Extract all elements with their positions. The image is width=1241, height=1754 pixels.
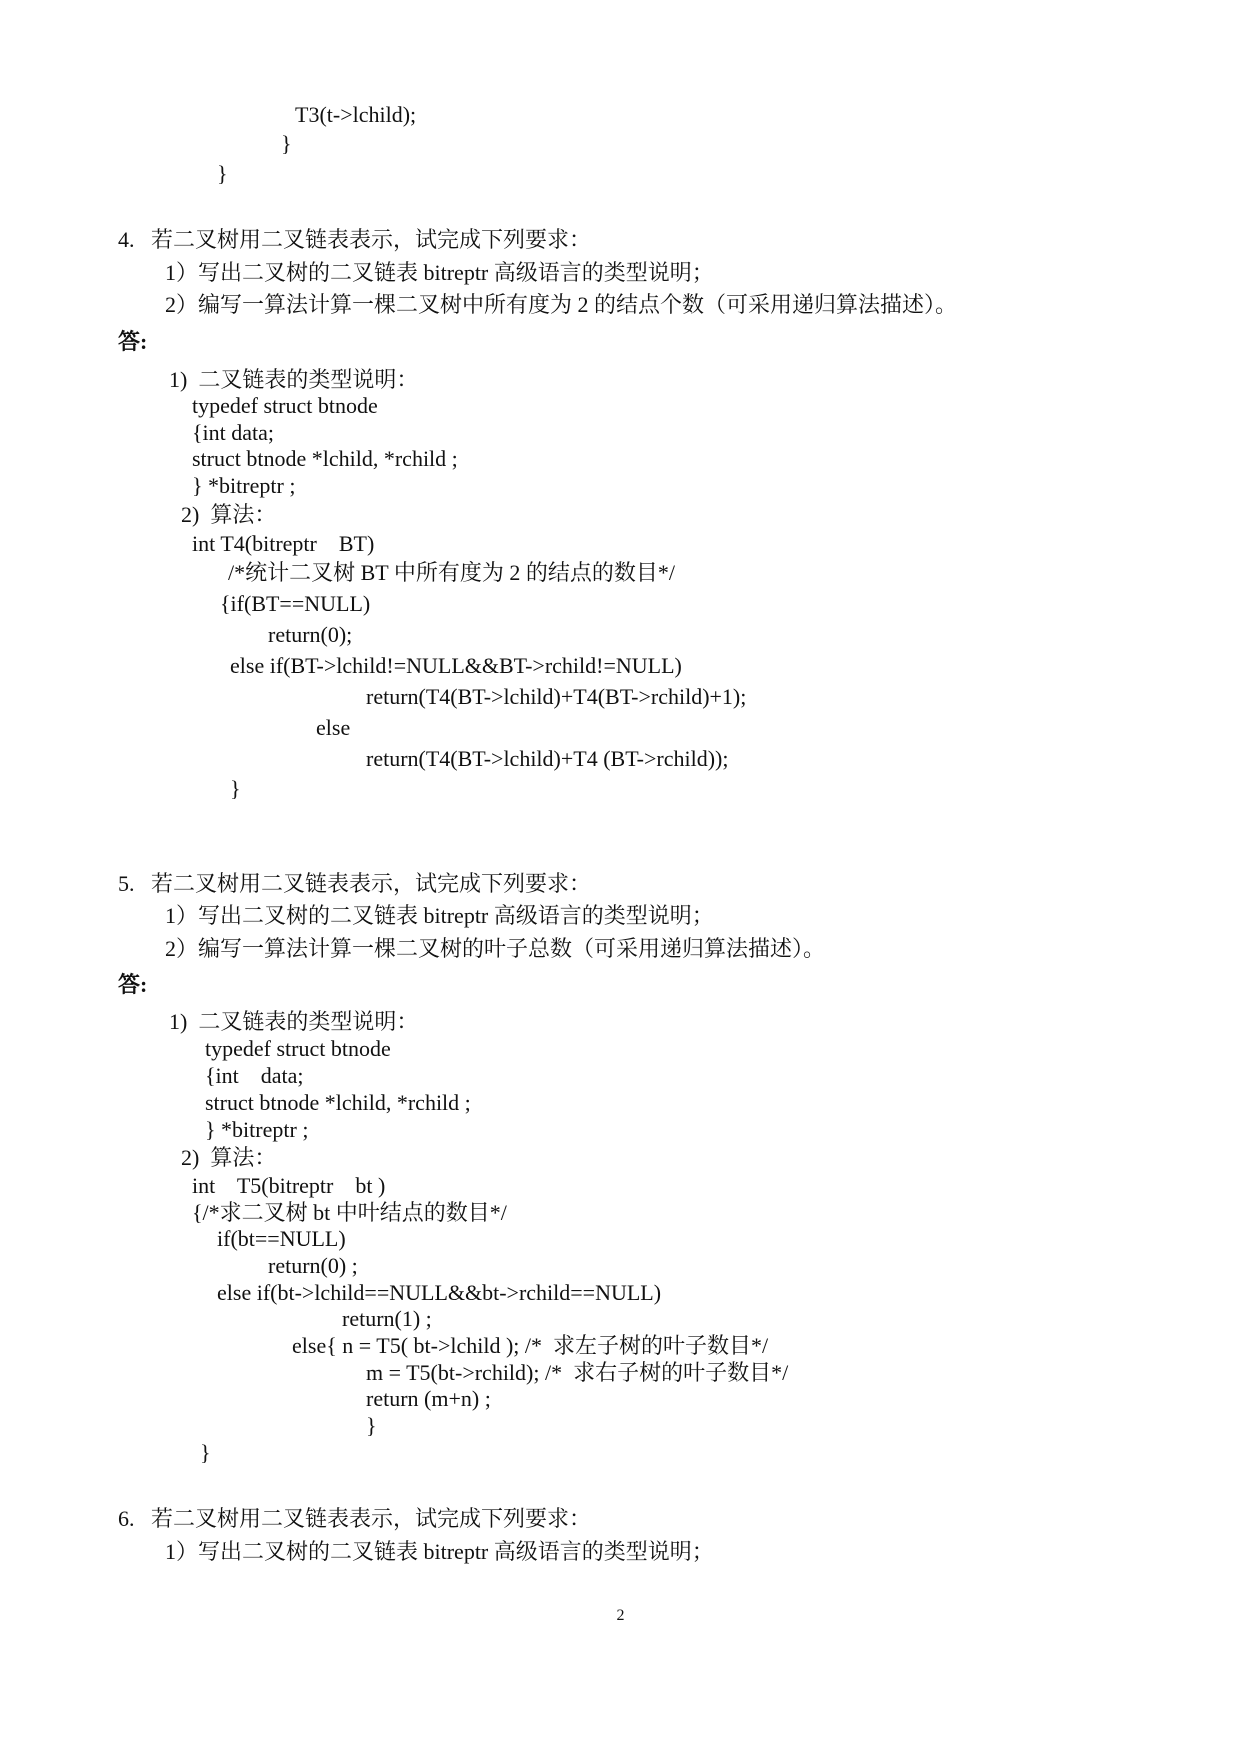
text-line: 6. 若二叉树用二叉链表表示，试完成下列要求： [118,1506,592,1531]
text-line: struct btnode *lchild, *rchild ; [192,446,458,471]
text-line: m = T5(bt->rchild); /* 求右子树的叶子数目*/ [366,1360,789,1385]
text-line: int T4(bitreptr BT) [192,531,375,556]
text-line: } *bitreptr ; [192,473,296,498]
text-line: typedef struct btnode [205,1036,391,1061]
text-line: else{ n = T5( bt->lchild ); /* 求左子树的叶子数目*/ [292,1333,769,1358]
text-line: else if(BT->lchild!=NULL&&BT->rchild!=NULL) [230,653,682,678]
text-line: if(bt==NULL) [217,1226,346,1251]
text-line: } [366,1413,377,1438]
text-line: 答: [118,972,148,997]
text-line: 2) 算法： [181,1145,277,1170]
text-line: } [217,161,228,186]
text-line: struct btnode *lchild, *rchild ; [205,1090,471,1115]
text-line: else [316,715,351,740]
text-line: 1) 二叉链表的类型说明： [169,1009,419,1034]
text-line: 答: [118,329,148,354]
text-line: return(0); [268,622,353,647]
text-line: } *bitreptr ; [205,1117,309,1142]
text-line: {int data; [192,420,275,445]
text-line: 1) 二叉链表的类型说明： [169,367,419,392]
text-line: else if(bt->lchild==NULL&&bt->rchild==NULL) [217,1280,662,1305]
text-line: 1）写出二叉树的二叉链表 bitreptr 高级语言的类型说明； [165,260,714,285]
text-line: } [200,1440,211,1465]
text-line: {int data; [205,1063,304,1088]
text-line: typedef struct btnode [192,393,378,418]
text-line: 2) 算法： [181,502,277,527]
text-line: 1）写出二叉树的二叉链表 bitreptr 高级语言的类型说明； [165,1539,714,1564]
text-line: 5. 若二叉树用二叉链表表示，试完成下列要求： [118,871,592,896]
text-line: return(1) ; [342,1306,432,1331]
text-line: 4. 若二叉树用二叉链表表示，试完成下列要求： [118,227,592,252]
text-line: T3(t->lchild); [295,102,417,127]
text-line: return(0) ; [268,1253,358,1278]
text-line: return(T4(BT->lchild)+T4 (BT->rchild)); [366,746,729,771]
text-line: return(T4(BT->lchild)+T4(BT->rchild)+1); [366,684,747,709]
text-line: {/*求二叉树 bt 中叶结点的数目*/ [192,1200,507,1225]
text-line: return (m+n) ; [366,1386,491,1411]
text-line: 2）编写一算法计算一棵二叉树中所有度为 2 的结点个数（可采用递归算法描述）。 [165,292,958,317]
text-line: } [281,131,292,156]
text-line: {if(BT==NULL) [220,591,371,616]
page-number: 2 [616,1607,625,1624]
text-line: 1）写出二叉树的二叉链表 bitreptr 高级语言的类型说明； [165,903,714,928]
text-line: int T5(bitreptr bt ) [192,1173,386,1198]
text-line: } [230,776,241,801]
text-line: /*统计二叉树 BT 中所有度为 2 的结点的数目*/ [228,560,675,585]
text-line: 2）编写一算法计算一棵二叉树的叶子总数（可采用递归算法描述）。 [165,936,826,961]
